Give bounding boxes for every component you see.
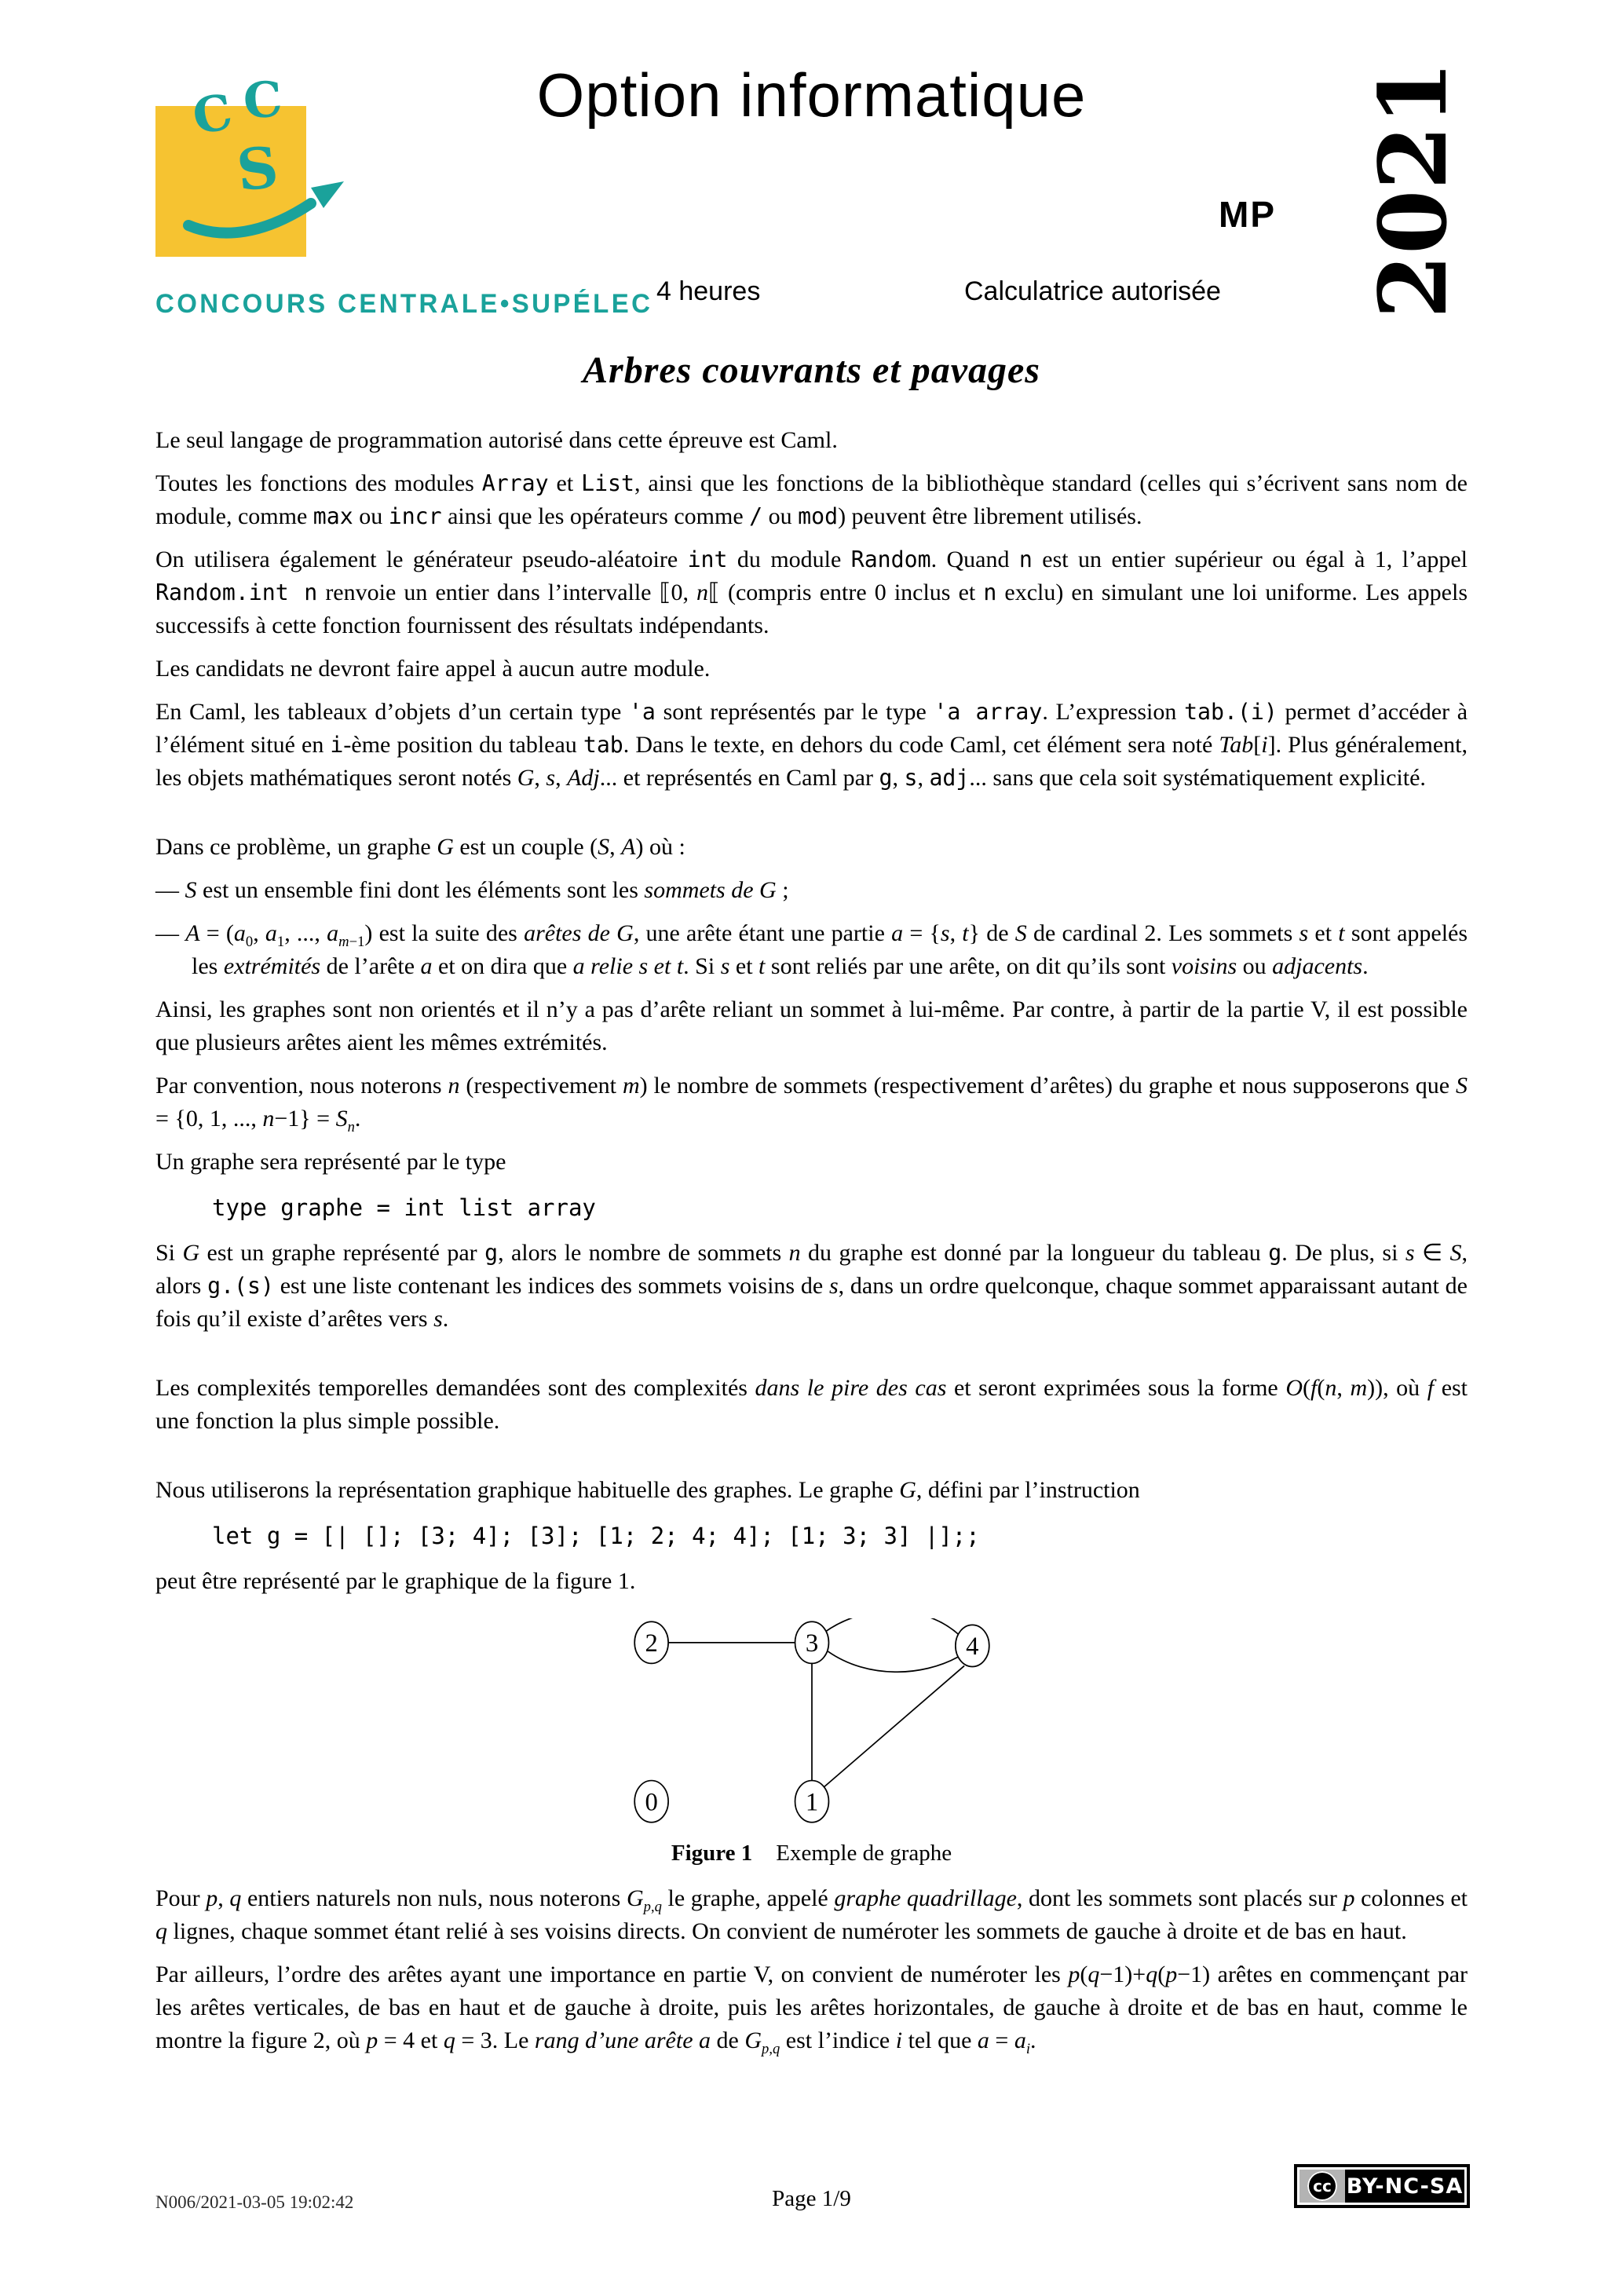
inline-code: adj [929,765,970,791]
emphasis: t [1338,920,1345,946]
emphasis: q [1146,1961,1158,1987]
exam-duration: 4 heures [656,276,761,306]
emphasis: f [1427,1375,1435,1401]
inline-code: n [983,579,997,605]
emphasis: G [899,1477,916,1503]
graph-figure [627,1618,996,1827]
paragraph: peut être représenté par le graphique de la figure 1. [155,1568,636,1594]
edge-1-4 [823,1665,964,1787]
paragraph: Ainsi, les graphes sont non orientés et il n’y a pas d’arête reliant un sommet à lui-même. Par contre, à partir de la partie V, il est possible que plusieurs arêtes aient les mêmes extrémités. [155,996,1468,1055]
document-body [155,424,1468,2057]
emphasis: a relie s et t [572,953,684,979]
emphasis: q [155,1918,167,1944]
emphasis: i [1261,732,1268,758]
brand-name: CONCOURS CENTRALE•SUPÉLEC [155,289,653,319]
paragraph: Toutes les fonctions des modules Array et List, ainsi que les fonctions de la bibliothèque standard (celles qui s’écrivent sans nom de module, comme max ou incr ainsi que les opérateurs comme / ou mod) peuvent être librement utilisés. [155,470,1468,529]
figure-caption [155,1841,1468,1866]
emphasis: extrémités [223,953,321,979]
inline-code: tab.(i) [1184,699,1278,725]
paragraph: Les candidats ne devront faire appel à aucun autre module. [155,656,711,682]
subscript: p,q [762,2041,780,2057]
subscript: 1 [276,934,285,950]
emphasis: a [233,920,246,946]
inline-code: i [330,732,344,758]
logo-letter-c: C [241,70,284,130]
cc-icon: cc [1307,2171,1337,2201]
emphasis: G [182,1240,200,1266]
emphasis: t [962,920,969,946]
emphasis: voisins [1171,953,1237,979]
code-line: let g = [| []; [3; 4]; [3]; [1; 2; 4; 4]; [1; 3; 3] |];; [212,1523,980,1549]
inline-code: g.(s) [207,1273,274,1299]
emphasis: s [828,1273,839,1299]
emphasis: S [185,877,197,903]
emphasis: m [1350,1375,1368,1401]
emphasis: q [443,2027,455,2053]
inline-code: g [879,765,893,791]
emphasis: n [262,1106,275,1132]
graph-node-label: 1 [805,1788,818,1817]
emphasis: q [229,1885,242,1911]
emphasis: A [621,834,636,860]
inline-code: mod [798,503,839,529]
emphasis: i [1025,2041,1030,2057]
footer-reference: N006/2021-03-05 19:02:42 [155,2192,354,2212]
paragraph: En Caml, les tableaux d’objets d’un certain type 'a sont représentés par le type 'a array. L’expression tab.(i) permet d’accéder à l’élément situé en i-ème position du tableau tab. Dans le texte, en dehors du code Caml, cet élément sera noté Tab[i]. Plus généralement, les objets mathématiques seront notés G, s, Adj... et représentés en Caml par g, s, adj... sans que cela soit systématiquement explicité. [155,699,1468,791]
paragraph: Par convention, nous noterons n (respectivement m) le nombre de sommets (respectivement d’arêtes) du graphe et nous supposerons que S = {0, 1, ..., $n-1\} = S_n$. [155,1073,1468,1135]
emphasis: p [1165,1961,1178,1987]
emphasis: p [643,1899,651,1915]
subscript [348,1119,355,1135]
emphasis: S [1014,920,1027,946]
emphasis: adjacents [1272,953,1363,979]
emphasis: p [206,1885,218,1911]
emphasis: m [622,1073,640,1099]
emphasis: s [433,1306,443,1332]
list-item: — S est un ensemble fini dont les éléments sont les sommets de G ; [155,877,789,903]
graph-node-label: 2 [644,1629,658,1658]
paragraph: Un graphe sera représenté par le type [155,1149,506,1175]
graph-node-label: 0 [644,1788,658,1817]
paragraph: Si G est un graphe représenté par g, alors le nombre de sommets n du graphe est donné par la longueur du tableau g. De plus, si s ∈ S, alors g.(s) est une liste contenant les indices des sommets voisins de s, dans un ordre quelconque, chaque sommet apparaissant autant de fois qu’il existe d’arêtes vers s. [155,1240,1468,1332]
emphasis: p [1068,1961,1080,1987]
emphasis: S [598,834,610,860]
inline-code: n [1018,547,1033,572]
paragraph: On utilisera également le générateur pseudo-aléatoire int du module Random. Quand n est un entier supérieur ou égal à 1, l’appel Random.int n renvoie un entier dans l’intervalle ⟦0, n⟦ (compris entre 0 inclus et n exclu) en simulant une loi uniforme. Les appels successifs à cette fonction fournissent des résultats indépendants. [155,547,1468,638]
emphasis: q [654,1899,662,1915]
emphasis: p [762,2041,769,2057]
inline-code: List [581,470,634,496]
document-title: Arbres couvrants et pavages [583,349,1040,391]
emphasis: a [891,920,904,946]
emphasis: a [265,920,277,946]
emphasis: i [895,2027,903,2053]
inline-code: incr [388,503,442,529]
emphasis: a [1014,2027,1026,2053]
inline-code: 'a [628,699,656,725]
emphasis: a [420,953,433,979]
paragraph: Le seul langage de programmation autorisé dans cette épreuve est Caml. [155,427,838,453]
logo-letter-c: C [188,82,237,146]
emphasis: rang d’une arête a [534,2027,711,2053]
emphasis: s [1299,920,1309,946]
emphasis: n [347,1119,355,1135]
emphasis: Tab [1219,732,1254,758]
paragraph: Nous utiliserons la représentation graphique habituelle des graphes. Le graphe G, défini par l’instruction [155,1477,1140,1503]
emphasis: m [338,934,349,950]
cc-license-label: BY-NC-SA [1345,2170,1464,2203]
emphasis: sommets de G [644,877,777,903]
emphasis: G [626,1885,644,1911]
emphasis: n [1325,1375,1337,1401]
emphasis: n [448,1073,460,1099]
emphasis: Adj [567,765,600,791]
inline-code: max [313,503,353,529]
emphasis: q [1087,1961,1100,1987]
emphasis: t [758,953,766,979]
emphasis: p [366,2027,378,2053]
ccs-logo [155,70,367,287]
emphasis: O [1285,1375,1303,1401]
subscript: p,q [643,1899,662,1915]
inline-code: int [687,547,728,572]
exam-subject-title: Option informatique [536,60,1087,130]
subscript: m−1 [338,934,365,950]
calculator-notice: Calculatrice autorisée [964,276,1221,306]
emphasis: a [327,920,339,946]
exam-track: MP [1219,194,1276,235]
emphasis: s [720,953,730,979]
emphasis: f [1310,1375,1318,1401]
emphasis: S [335,1106,348,1132]
emphasis: A [185,920,200,946]
emphasis: p [1343,1885,1355,1911]
subscript: 0 [245,934,254,950]
paragraph: Les complexités temporelles demandées sont des complexités dans le pire des cas et seront exprimées sous la forme O(f(n, m)), où f est une fonction la plus simple possible. [155,1375,1468,1434]
code-line: type graphe = int list array [212,1194,596,1221]
emphasis: G [517,765,535,791]
paragraph: Dans ce problème, un graphe G est un couple (S, A) où : [155,834,685,860]
inline-code: Array [481,470,549,496]
paragraph: Pour p, q entiers naturels non nuls, nous noterons $G_{p,q}$ le graphe, appelé graphe quadrillage, dont les sommets sont placés sur p colonnes et q lignes, chaque sommet étant relié à ses voisins directs. On convient de numéroter les sommets de gauche à droite et de bas en haut. [155,1885,1468,1944]
emphasis: q [772,2041,780,2057]
inline-code: g [1268,1240,1282,1266]
emphasis: s [546,765,556,791]
inline-code: Random [850,547,931,572]
inline-code: tab [583,732,623,758]
emphasis: s [1405,1240,1415,1266]
edge-3-4-lower [828,1651,958,1672]
edge-3-4-upper [824,1618,960,1636]
graph-node-label: 4 [965,1632,979,1662]
emphasis: graphe quadrillage [834,1885,1017,1911]
figure-1 [155,1618,1468,1866]
exam-year-vertical: 2021 [1358,60,1468,319]
list-item: — $A = (a_0$, $a_1$, ..., $a_{m-1}$) est la suite des arêtes de G, une arête étant une partie a = {s, t} de S de cardinal 2. Les sommets s et t sont appelés les extrémités de l’arête a et on dira que a relie s et t. Si s et t sont reliés par une arête, on dit qu’ils sont voisins ou adjacents. [155,920,1468,979]
subscript [1026,2041,1030,2057]
emphasis: a [977,2027,989,2053]
inline-code: 'a array [934,699,1043,725]
emphasis: dans le pire des cas [755,1375,947,1401]
graph-node-label: 3 [805,1629,818,1658]
inline-code: Random.int n [155,579,318,605]
logo-letter-s: S [233,133,282,204]
emphasis: S [1449,1240,1462,1266]
figure-caption-label: Figure 1 [671,1841,753,1866]
cc-logo-area [1299,2170,1345,2203]
paragraph: Par ailleurs, l’ordre des arêtes ayant une importance en partie V, on convient de numéroter les p(q−1)+q(p−1) arêtes en commençant par les arêtes verticales, de bas en haut et de gauche à droite, puis les arêtes horizontales, de gauche à droite et de bas en haut, comme le montre la figure 2, où p = 4 et q = 3. Le rang d’une arête a de $G_{p,q}$ est l’indice i tel que $a = a_i$. [155,1961,1468,2057]
emphasis: n [696,579,709,605]
inline-code: / [749,503,763,529]
emphasis: n [788,1240,801,1266]
emphasis: s [940,920,950,946]
inline-code: g [484,1240,499,1266]
emphasis: G [744,2027,762,2053]
emphasis: arêtes de G [524,920,634,946]
cc-license-badge[interactable] [1294,2164,1470,2208]
emphasis: S [1456,1073,1468,1099]
inline-code: s [904,765,918,791]
emphasis: G [437,834,454,860]
figure-caption-text: Exemple de graphe [776,1841,952,1866]
page-number: Page 1/9 [772,2186,851,2211]
